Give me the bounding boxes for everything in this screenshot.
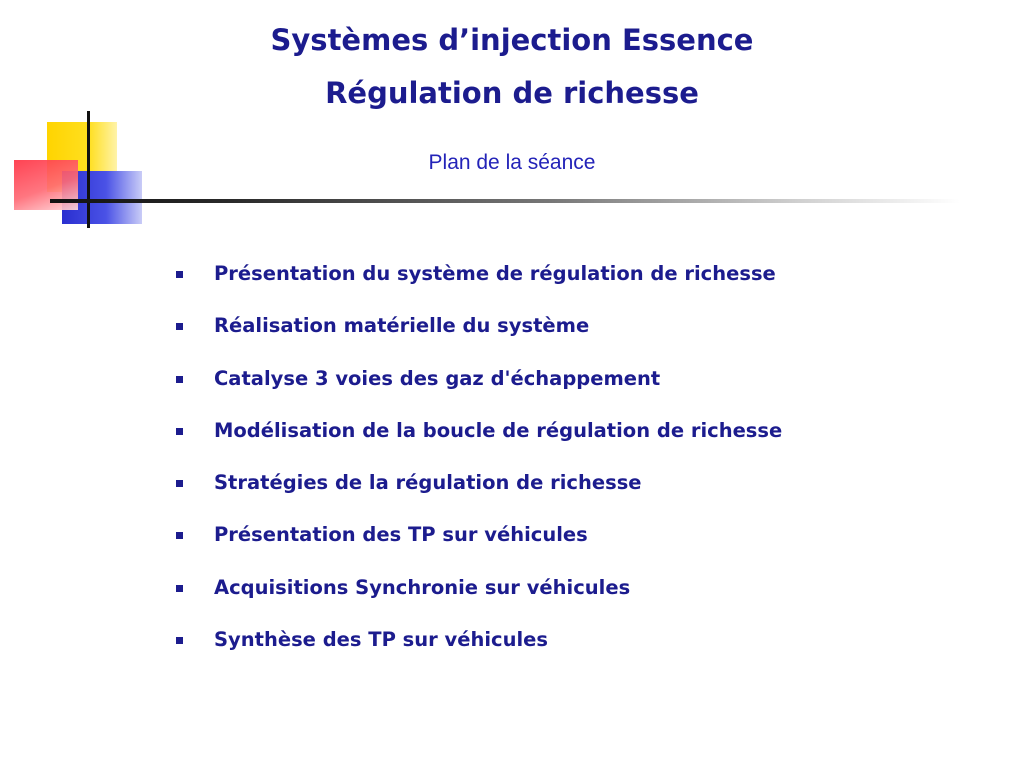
agenda-item: [176, 573, 976, 625]
agenda-item-text: Acquisitions Synchronie sur véhicules: [214, 575, 631, 599]
square-bullet-icon: [176, 532, 183, 539]
square-bullet-icon: [176, 323, 183, 330]
agenda-item-text: Modélisation de la boucle de régulation de richesse: [214, 418, 783, 442]
agenda-item: [176, 468, 976, 520]
agenda-item-text: Réalisation matérielle du système: [214, 314, 590, 338]
square-bullet-icon: [176, 428, 183, 435]
slide-title-line-2: Régulation de richesse: [325, 76, 699, 110]
agenda-item-text: Synthèse des TP sur véhicules: [214, 628, 549, 652]
agenda-item: [176, 259, 976, 311]
agenda-item: [176, 311, 976, 363]
agenda-item: [176, 520, 976, 572]
agenda-item-text: Stratégies de la régulation de richesse: [214, 471, 642, 495]
square-bullet-icon: [176, 480, 183, 487]
agenda-list: [176, 259, 976, 677]
agenda-item: [176, 416, 976, 468]
agenda-item-text: Présentation du système de régulation de richesse: [214, 262, 776, 285]
agenda-item-text: Catalyse 3 voies des gaz d'échappement: [214, 366, 661, 390]
slide-title-line-1: Systèmes d’injection Essence: [270, 23, 754, 57]
square-bullet-icon: [176, 271, 183, 278]
slide-subtitle: Plan de la séance: [428, 151, 596, 174]
agenda-item: [176, 625, 976, 677]
horizontal-rule: [50, 199, 960, 203]
square-bullet-icon: [176, 376, 183, 383]
square-bullet-icon: [176, 585, 183, 592]
agenda-item-text: Présentation des TP sur véhicules: [214, 523, 588, 547]
square-bullet-icon: [176, 637, 183, 644]
agenda-item: [176, 364, 976, 416]
